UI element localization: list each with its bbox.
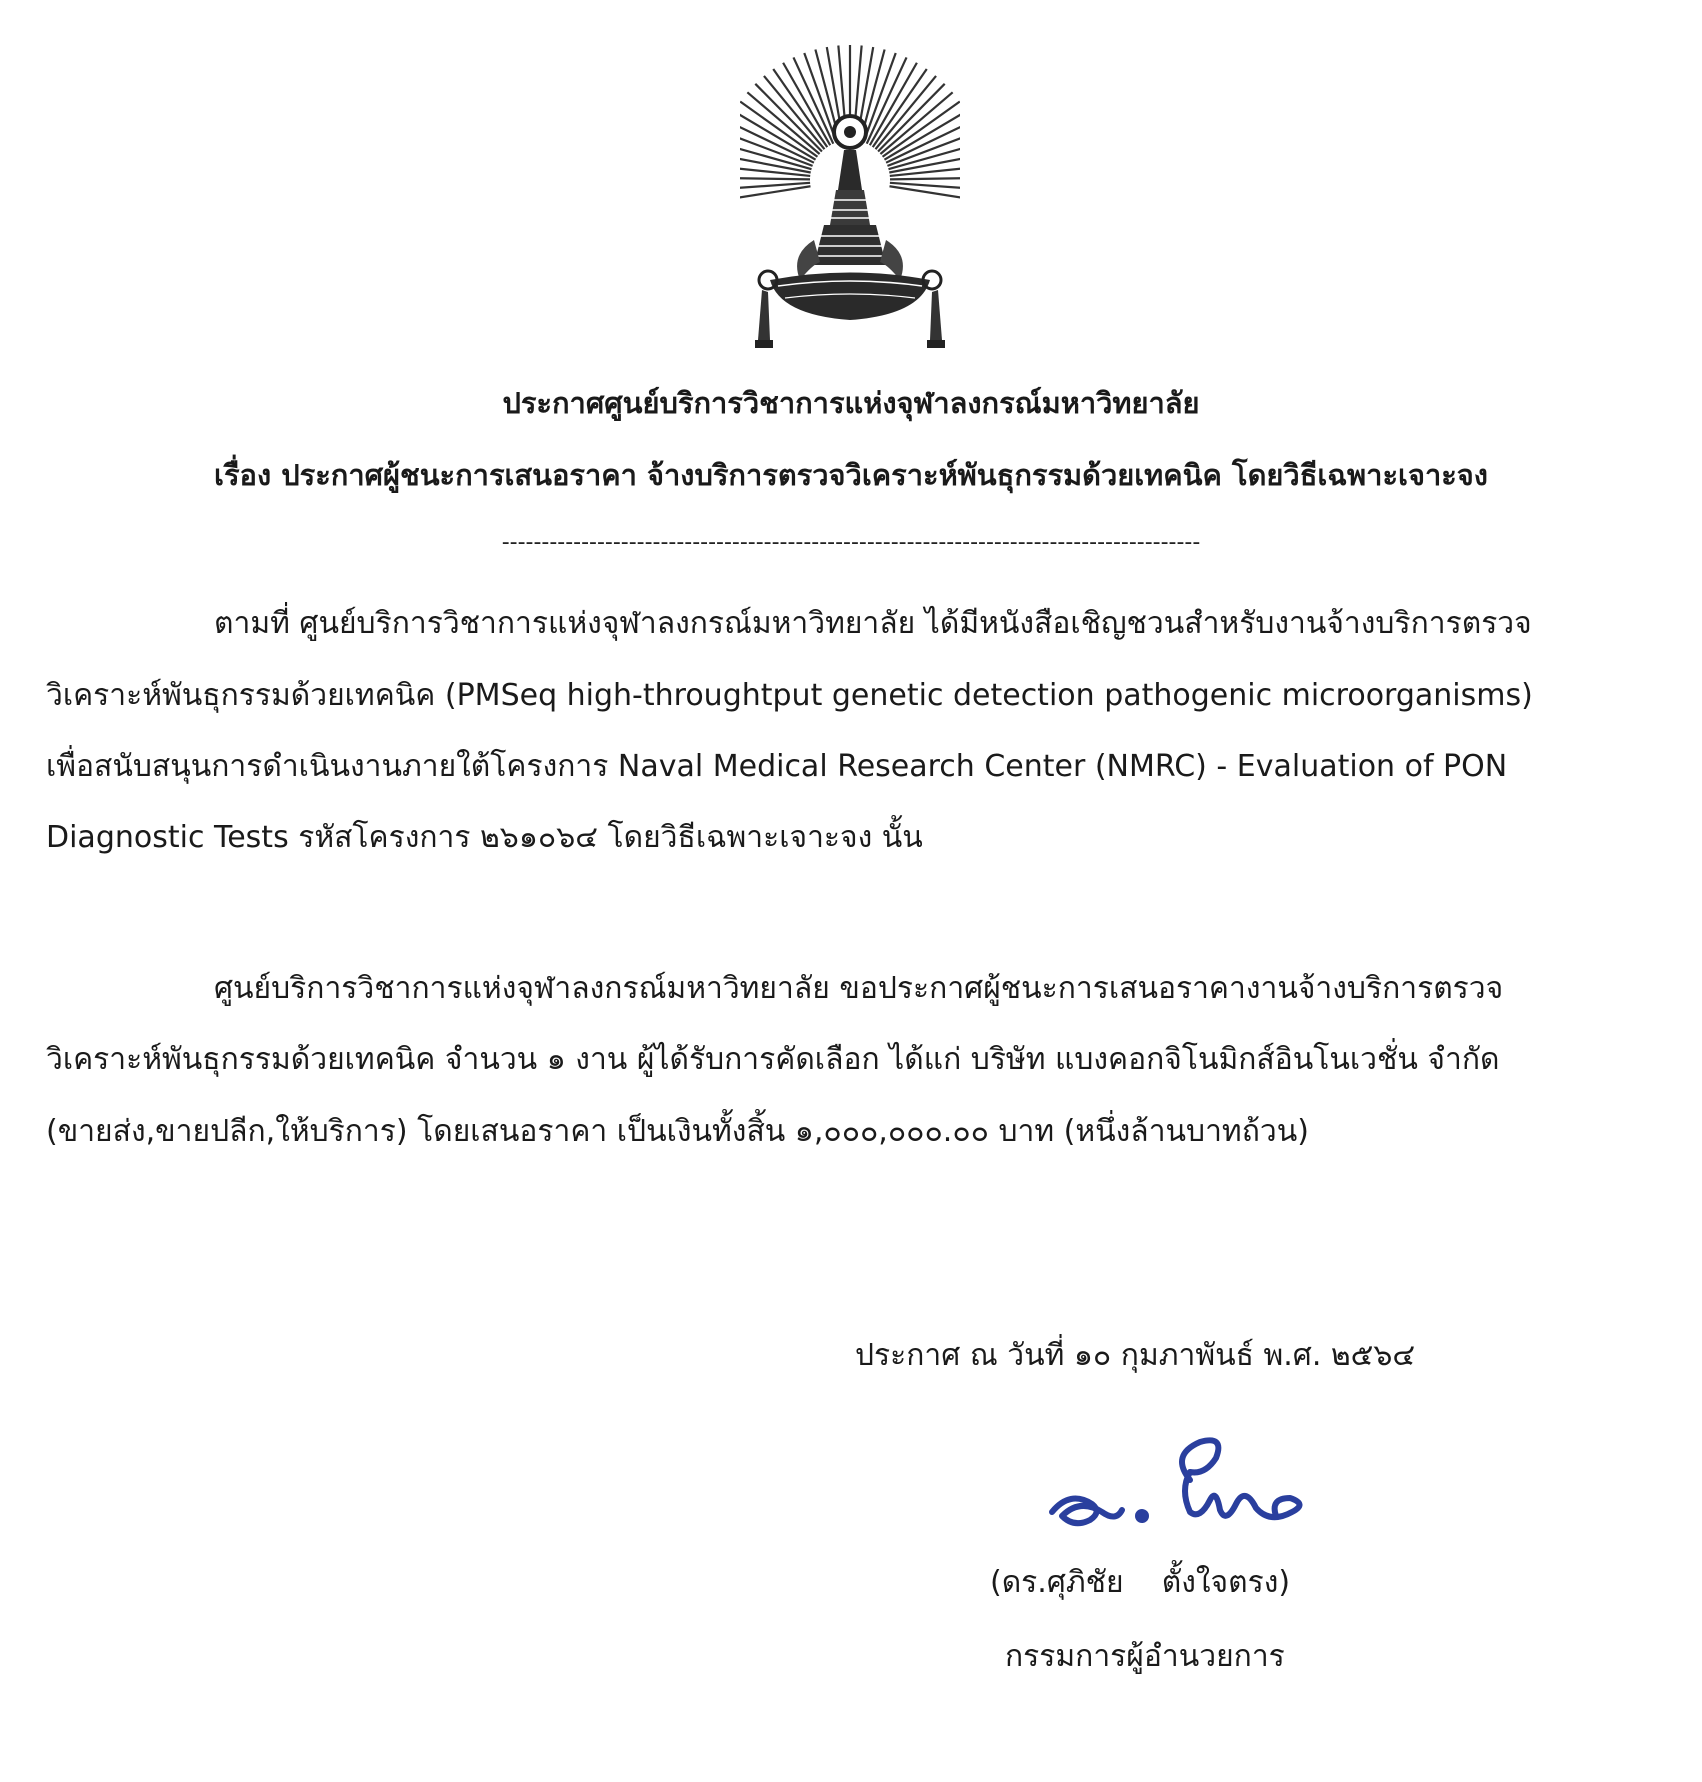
paragraph2-line1: ศูนย์บริการวิชาการแห่งจุฬาลงกรณ์มหาวิทยาลัย ขอประกาศผู้ชนะการเสนอราคางานจ้างบริการตรวจ xyxy=(214,971,1504,1006)
emblem-ray xyxy=(890,178,960,179)
emblem-ray xyxy=(867,57,907,143)
handwritten-signature xyxy=(1040,1420,1320,1540)
university-emblem xyxy=(740,40,960,370)
emblem-ray xyxy=(773,69,827,147)
signer-name: (ดร.ศุภิชัย ตั้งใจตรง) xyxy=(990,1565,1291,1600)
emblem-ray xyxy=(793,57,833,143)
announcement-title: ประกาศศูนย์บริการวิชาการแห่งจุฬาลงกรณ์มหาวิทยาลัย xyxy=(502,386,1200,420)
paragraph2-line3: (ขายส่ง,ขายปลีก,ให้บริการ) โดยเสนอราคา เป็นเงินทั้งสิ้น ๑,๐๐๐,๐๐๐.๐๐ บาท (หนึ่งล้านบาทถ้วน) xyxy=(46,1114,1309,1149)
paragraph1-line1: ตามที่ ศูนย์บริการวิชาการแห่งจุฬาลงกรณ์มหาวิทยาลัย ได้มีหนังสือเชิญชวนสำหรับงานจ้างบริการตรวจ xyxy=(214,606,1532,641)
paragraph1-line4: Diagnostic Tests รหัสโครงการ ๒๖๑๐๖๔ โดยวิธีเฉพาะเจาะจง นั้น xyxy=(46,820,923,855)
emblem-ray xyxy=(740,186,810,201)
announcement-subject: เรื่อง ประกาศผู้ชนะการเสนอราคา จ้างบริการตรวจวิเคราะห์พันธุกรรมด้วยเทคนิค โดยวิธีเฉพาะเจาะจง xyxy=(214,458,1488,492)
paragraph1-line3: เพื่อสนับสนุนการดำเนินงานภายใต้โครงการ Naval Medical Research Center (NMRC) - Evaluation of PON xyxy=(46,749,1508,784)
emblem-ray xyxy=(740,102,817,157)
emblem-ray xyxy=(755,84,822,152)
paragraph1-line2: วิเคราะห์พันธุกรรมด้วยเทคนิค (PMSeq high-throughtput genetic detection pathogenic microorganisms) xyxy=(46,678,1533,713)
emblem-ray xyxy=(890,186,960,201)
divider-line: ---------------------------------------------------------------------------------------- xyxy=(501,530,1201,555)
paragraph2-line2: วิเคราะห์พันธุกรรมด้วยเทคนิค จำนวน ๑ งาน ผู้ได้รับการคัดเลือก ได้แก่ บริษัท แบงคอกจิโนมิกส์อินโนเวชั่น จำกัด xyxy=(46,1042,1500,1077)
signer-title: กรรมการผู้อำนวยการ xyxy=(1005,1639,1285,1674)
emblem-ray xyxy=(740,178,810,179)
emblem-ray xyxy=(878,84,945,152)
emblem-ray xyxy=(883,102,960,157)
announcement-date: ประกาศ ณ วันที่ ๑๐ กุมภาพันธ์ พ.ศ. ๒๕๖๔ xyxy=(855,1338,1416,1373)
emblem-ray xyxy=(873,69,927,147)
